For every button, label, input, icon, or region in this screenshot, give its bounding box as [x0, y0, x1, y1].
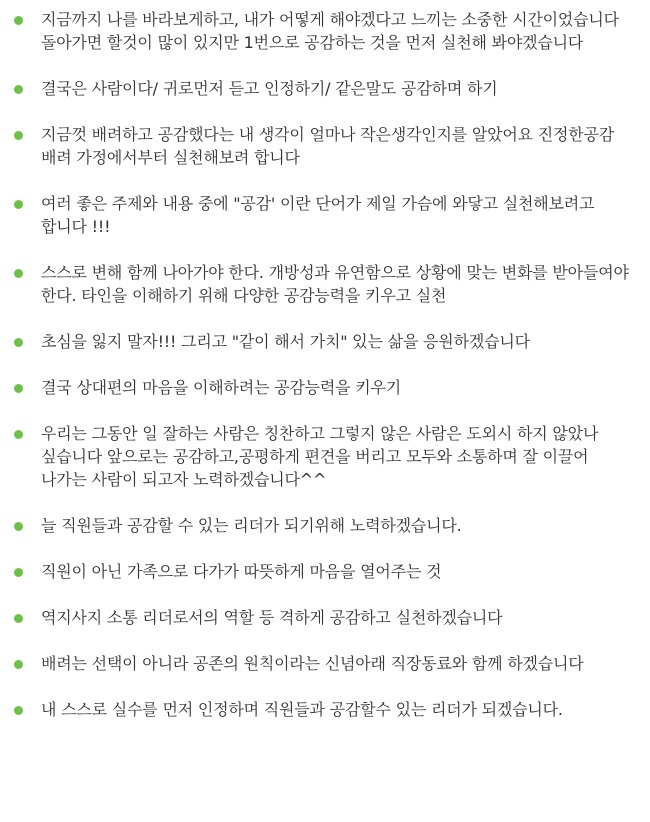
list-item — [0, 514, 650, 537]
list-item — [0, 698, 650, 721]
list-item — [0, 123, 650, 169]
list-item-text: 배려는 선택이 아니라 공존의 원칙이라는 신념아래 직장동료와 함께 하겠습니다 — [41, 654, 584, 673]
list-item-text: 직원이 아닌 가족으로 다가가 따뜻하게 마음을 열어주는 것 — [41, 562, 442, 581]
list-item-text: 결국은 사람이다/ 귀로먼저 듣고 인정하기/ 같은말도 공감하며 하기 — [41, 79, 498, 98]
list-item-text: 지금껏 배려하고 공감했다는 내 생각이 얼마나 작은생각인지를 알았어요 진정한공감 배려 가정에서부터 실천해보려 합니다 — [41, 125, 615, 167]
bullet-icon — [14, 706, 23, 715]
list-item-text: 지금까지 나를 바라보게하고, 내가 어떻게 해야겠다고 느끼는 소중한 시간이었습니다 돌아가면 할것이 많이 있지만 1번으로 공감하는 것을 먼저 실천해 봐야겠습니다 — [41, 10, 619, 52]
bullet-icon — [14, 16, 23, 25]
list-item-text: 여러 좋은 주제와 내용 중에 "공감' 이란 단어가 제일 가슴에 와닿고 실천해보려고 합니다 !!! — [41, 194, 595, 236]
list-item — [0, 330, 650, 353]
bullet-icon — [14, 660, 23, 669]
list-item — [0, 560, 650, 583]
bullet-icon — [14, 568, 23, 577]
list-item — [0, 261, 650, 307]
list-item — [0, 8, 650, 54]
comment-list — [0, 8, 650, 721]
list-item-text: 결국 상대편의 마음을 이해하려는 공감능력을 키우기 — [41, 378, 402, 397]
bullet-icon — [14, 200, 23, 209]
bullet-icon — [14, 85, 23, 94]
list-item — [0, 606, 650, 629]
list-item — [0, 192, 650, 238]
list-item — [0, 422, 650, 491]
bullet-icon — [14, 614, 23, 623]
list-item-text: 우리는 그동안 일 잘하는 사람은 칭찬하고 그렇지 않은 사람은 도외시 하지 않았나 싶습니다 앞으로는 공감하고,공평하게 편견을 버리고 모두와 소통하며 잘 이끌어 나가는 사람이 되고자 노력하겠습니다^^ — [41, 424, 599, 489]
list-item — [0, 77, 650, 100]
bullet-icon — [14, 269, 23, 278]
bullet-icon — [14, 430, 23, 439]
bullet-icon — [14, 384, 23, 393]
list-item-text: 초심을 잃지 말자!!! 그리고 "같이 해서 가치" 있는 삶을 응원하겠습니다 — [41, 332, 530, 351]
bullet-icon — [14, 522, 23, 531]
list-item — [0, 652, 650, 675]
list-item-text: 스스로 변해 함께 나아가야 한다. 개방성과 유연함으로 상황에 맞는 변화를 받아들여야 한다. 타인을 이해하기 위해 다양한 공감능력을 키우고 실천 — [41, 263, 629, 305]
list-item-text: 내 스스로 실수를 먼저 인정하며 직원들과 공감할수 있는 리더가 되겠습니다. — [41, 700, 563, 719]
bullet-icon — [14, 338, 23, 347]
list-item-text: 늘 직원들과 공감할 수 있는 리더가 되기위해 노력하겠습니다. — [41, 516, 462, 535]
bullet-icon — [14, 131, 23, 140]
list-item — [0, 376, 650, 399]
list-item-text: 역지사지 소통 리더로서의 역할 등 격하게 공감하고 실천하겠습니다 — [41, 608, 503, 627]
